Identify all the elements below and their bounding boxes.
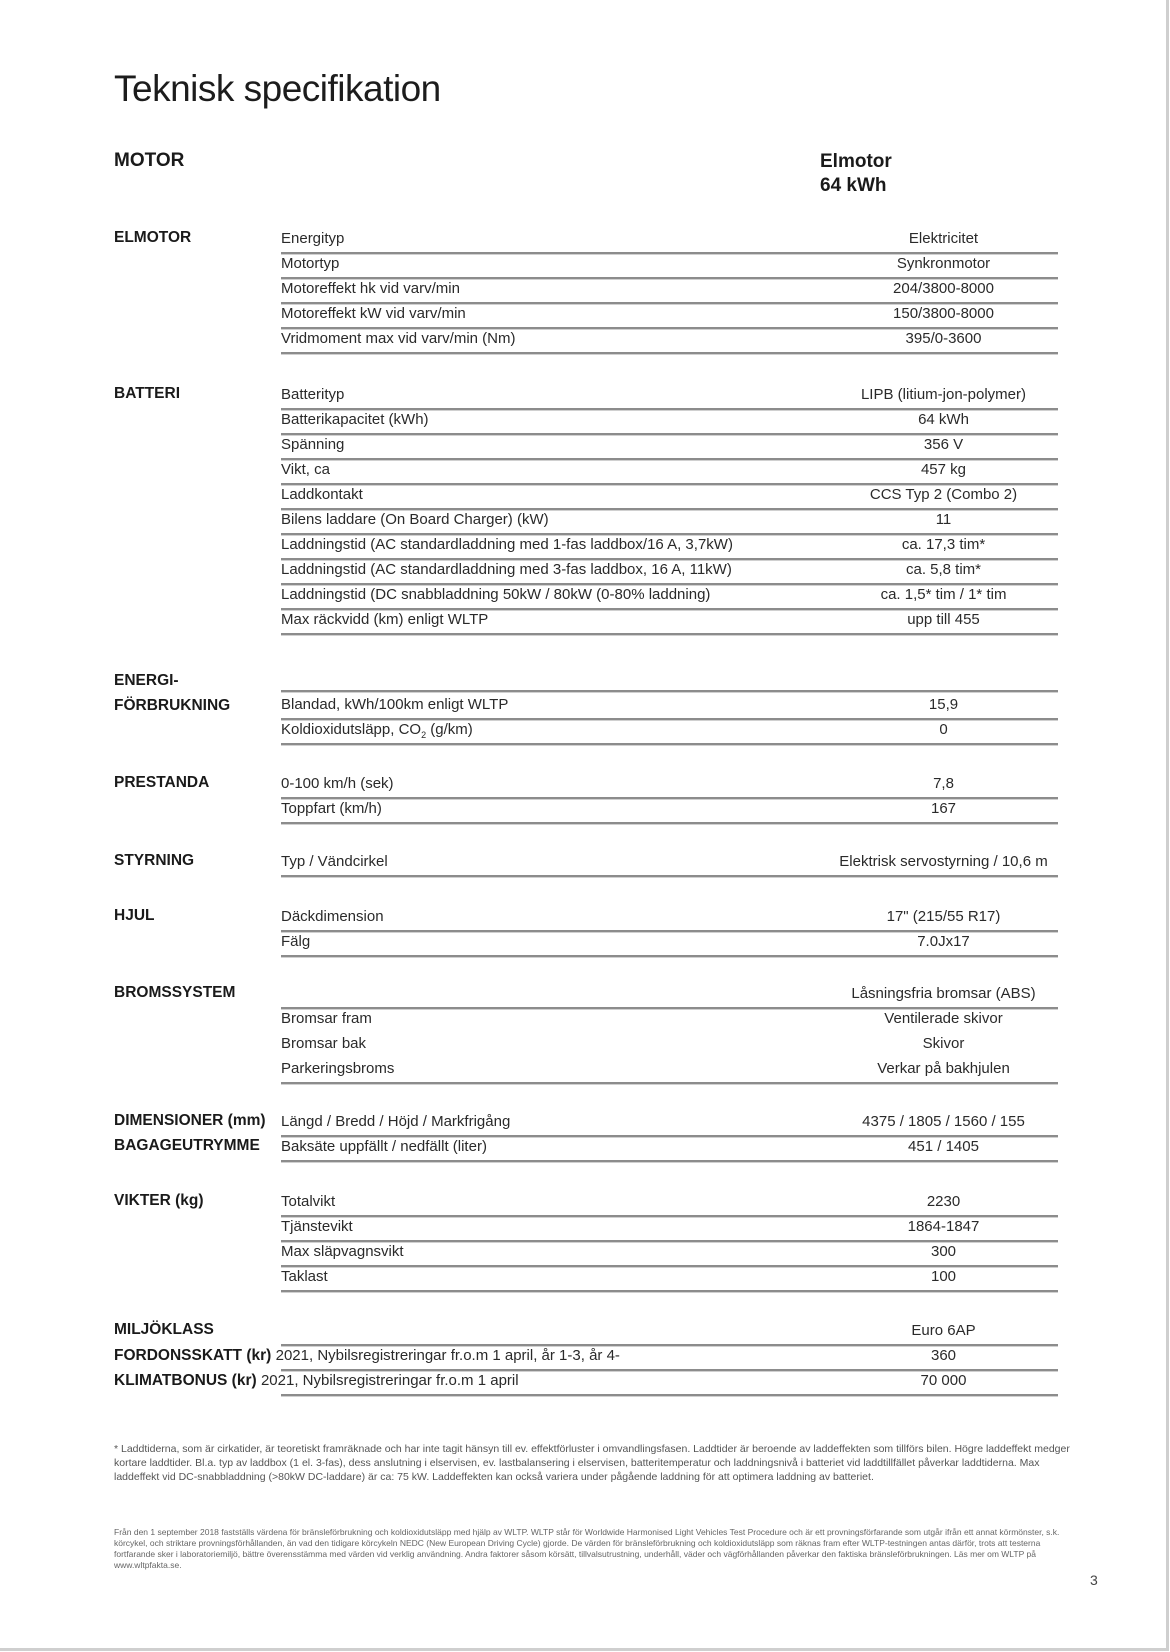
- spec-row: [281, 302, 1058, 329]
- spec-row: [281, 533, 1058, 560]
- spec-row: [281, 483, 1058, 510]
- spec-row: [281, 905, 1058, 932]
- spec-value: 150/3800-8000: [893, 305, 994, 322]
- spec-value: upp till 455: [907, 611, 980, 628]
- divider: [281, 690, 1058, 692]
- section-label-batteri: BATTERI: [114, 385, 181, 402]
- spec-key: Motoreffekt kW vid varv/min: [281, 305, 466, 322]
- spec-row: [281, 1110, 1058, 1137]
- spec-row: [281, 1240, 1058, 1267]
- spec-key: [281, 721, 473, 740]
- spec-value: Euro 6AP: [911, 1322, 976, 1339]
- spec-row: [281, 383, 1058, 410]
- spec-row: [281, 797, 1058, 824]
- spec-key: 2021, Nybilsregistreringar fr.o.m 1 april: [260, 1372, 519, 1389]
- spec-value: 11: [935, 511, 952, 528]
- spec-value: 15,9: [928, 696, 959, 713]
- spec-key: Motoreffekt hk vid varv/min: [281, 280, 460, 297]
- spec-row: [281, 1215, 1058, 1242]
- spec-value: LIPB (litium-jon-polymer): [860, 386, 1027, 403]
- subscript: 2: [421, 730, 427, 740]
- spec-value: CCS Typ 2 (Combo 2): [869, 486, 1018, 503]
- spec-row: [281, 1265, 1058, 1292]
- spec-row: [281, 227, 1058, 254]
- spec-key: Bilens laddare (On Board Charger) (kW): [281, 511, 549, 528]
- spec-key: Motortyp: [281, 255, 340, 272]
- spec-key-text: (g/km): [426, 721, 473, 738]
- spec-value: ca. 17,3 tim*: [901, 536, 986, 553]
- spec-row: [281, 608, 1058, 635]
- section-label-klimatbonus: KLIMATBONUS (kr): [114, 1372, 257, 1389]
- spec-key: Batterityp: [281, 386, 345, 403]
- spec-key: 0-100 km/h (sek): [281, 775, 394, 792]
- charging-footnote: * Laddtiderna, som är cirkatider, är teoretiskt framräknade och har inte tagit hänsyn till ev. effektförluster i omvandlingsfasen. Laddtider är beroende av laddeffekten som tillförs bilen. Högre laddeffekt medger kortare laddtider. Bl.a. typ av laddbox (1 el. 3-fas), dess anslutning i elservisen, ev. lastbalansering i elservisen, batteritemperatur och laddningsnivå i batteriet vid laddtillfället påverkar laddtiderna. Max laddeffekt vid DC-snabbladdning (>80kW DC-laddare) är ca: 75 kW. Laddeffekten kan också variera under pågående laddning för att optimera laddning av batteriet.: [114, 1443, 1070, 1483]
- motor-heading: MOTOR: [114, 150, 185, 171]
- spec-value: Verkar på bakhjulen: [877, 1060, 1010, 1077]
- section-label-line: FÖRBRUKNING: [114, 697, 231, 714]
- spec-row: [281, 558, 1058, 585]
- spec-value: 7,8: [933, 775, 954, 792]
- section-label-styrning: STYRNING: [114, 852, 195, 869]
- page-title: Teknisk specifikation: [114, 68, 441, 109]
- section-label-fordonsskatt: FORDONSSKATT (kr): [114, 1347, 272, 1364]
- spec-row: [281, 408, 1058, 435]
- spec-row: [281, 1057, 1058, 1084]
- spec-key: Laddningstid (AC standardladdning med 3-fas laddbox, 16 A, 11kW): [281, 561, 732, 578]
- spec-row: [281, 930, 1058, 957]
- model-battery: 64 kWh: [820, 175, 887, 196]
- spec-value: 70 000: [920, 1372, 967, 1389]
- section-label-vikter: VIKTER (kg): [114, 1192, 204, 1209]
- section-label-hjul: HJUL: [114, 907, 155, 924]
- spec-row: [281, 982, 1058, 1009]
- spec-value: ca. 5,8 tim*: [905, 561, 982, 578]
- spec-key: Tjänstevikt: [281, 1218, 353, 1235]
- section-label-bagageutrymme: BAGAGEUTRYMME: [114, 1137, 260, 1154]
- spec-row: [281, 583, 1058, 610]
- spec-row: [281, 1135, 1058, 1162]
- spec-row: [281, 277, 1058, 304]
- spec-key: Vikt, ca: [281, 461, 330, 478]
- spec-value: 4375 / 1805 / 1560 / 155: [862, 1113, 1025, 1130]
- spec-key: Bromsar fram: [281, 1010, 372, 1027]
- spec-key: Laddningstid (AC standardladdning med 1-fas laddbox/16 A, 3,7kW): [281, 536, 733, 553]
- spec-key: 2021, Nybilsregistreringar fr.o.m 1 april, år 1-3, år 4-: [275, 1347, 620, 1364]
- spec-key: Blandad, kWh/100km enligt WLTP: [281, 696, 509, 713]
- spec-key: Laddkontakt: [281, 486, 363, 503]
- spec-row: [281, 1032, 1058, 1057]
- spec-row: [281, 252, 1058, 279]
- spec-value: 356 V: [923, 436, 964, 453]
- spec-row: [281, 458, 1058, 485]
- spec-value: Elektrisk servostyrning / 10,6 m: [839, 853, 1048, 870]
- spec-value: 7.0Jx17: [917, 933, 970, 950]
- spec-key: Bromsar bak: [281, 1035, 367, 1052]
- section-label-line: ENERGI-: [114, 672, 179, 689]
- section-label-miljoklass: MILJÖKLASS: [114, 1321, 214, 1338]
- spec-value: 64 kWh: [918, 411, 969, 428]
- spec-value: 300: [930, 1243, 957, 1260]
- spec-row: [281, 1190, 1058, 1217]
- spec-key: Toppfart (km/h): [281, 800, 382, 817]
- section-label-bromssystem: BROMSSYSTEM: [114, 984, 236, 1001]
- wltp-footnote: Från den 1 september 2018 fastställs värdena för bränsleförbrukning och koldioxidutsläpp med hjälp av WLTP. WLTP står för Worldwide Harmonised Light Vehicles Test Procedure och är ett provningsförfarande som utgår ifrån ett annat körmönster, s.k. körcykel, och striktare provningsförhållanden, än vad den tidigare körcykeln NEDC (New European Driving Cycle) gjorde. De värden för bränsleförbrukning och koldioxidutsläpp som räknas fram efter WLTP-testningen antas därför, trots att testerna fortfarande sker i laboratoriemiljö, bättre överensstämma med värden vid verklig användning. Andra faktorer såsom körsätt, tillvalsutrustning, underhåll, väder och vägförhållanden påverkar den faktiska bränsleförbrukningen. Läs mer om WLTP på www.wltpfakta.se.: [114, 1527, 1060, 1570]
- spec-key: Baksäte uppfällt / nedfällt (liter): [281, 1138, 487, 1155]
- spec-key: Längd / Bredd / Höjd / Markfrigång: [281, 1113, 511, 1130]
- section-label-elmotor: ELMOTOR: [114, 229, 192, 246]
- spec-value: 17" (215/55 R17): [886, 908, 1001, 925]
- spec-key: Max räckvidd (km) enligt WLTP: [281, 611, 489, 628]
- spec-key: Däckdimension: [281, 908, 384, 925]
- spec-value: 100: [930, 1268, 957, 1285]
- spec-value: 360: [930, 1347, 957, 1364]
- spec-value: Synkronmotor: [896, 255, 991, 272]
- spec-value: ca. 1,5* tim / 1* tim: [880, 586, 1007, 603]
- spec-value: 167: [930, 800, 957, 817]
- spec-row: [281, 850, 1058, 877]
- spec-key: Laddningstid (DC snabbladdning 50kW / 80kW (0-80% laddning): [281, 586, 711, 603]
- spec-row: [281, 508, 1058, 535]
- spec-key: Energityp: [281, 230, 345, 247]
- model-heading: [820, 150, 892, 198]
- section-label-dimensioner: DIMENSIONER (mm): [114, 1112, 266, 1129]
- spec-row: [281, 1319, 1058, 1346]
- spec-value: 204/3800-8000: [893, 280, 994, 297]
- spec-value: 451 / 1405: [908, 1138, 979, 1155]
- spec-value: 1864-1847: [907, 1218, 980, 1235]
- spec-value: 457 kg: [920, 461, 967, 478]
- spec-value: Elektricitet: [908, 230, 979, 247]
- spec-key: Fälg: [281, 933, 311, 950]
- spec-row: [281, 1344, 1058, 1371]
- spec-key: Max släpvagnsvikt: [281, 1243, 404, 1260]
- spec-row: [281, 718, 1058, 745]
- section-label-prestanda: PRESTANDA: [114, 774, 210, 791]
- spec-key: Totalvikt: [281, 1193, 336, 1210]
- page-number: 3: [1090, 1572, 1098, 1588]
- spec-value: 395/0-3600: [905, 330, 982, 347]
- spec-key: Batterikapacitet (kWh): [281, 411, 429, 428]
- spec-value: 2230: [926, 1193, 961, 1210]
- spec-value: Skivor: [922, 1035, 965, 1052]
- spec-key: Parkeringsbroms: [281, 1060, 395, 1077]
- spec-row: [281, 1369, 1058, 1396]
- spec-key-text: Koldioxidutsläpp, CO: [281, 721, 422, 738]
- spec-row: [281, 693, 1058, 720]
- spec-row: [281, 327, 1058, 354]
- spec-key: Spänning: [281, 436, 345, 453]
- spec-row: [281, 772, 1058, 799]
- spec-key: Vridmoment max vid varv/min (Nm): [281, 330, 516, 347]
- model-name: Elmotor: [820, 151, 892, 172]
- spec-key: Typ / Vändcirkel: [281, 853, 388, 870]
- spec-row: [281, 433, 1058, 460]
- section-label-energiforbrukning: [114, 668, 230, 718]
- spec-value: 0: [939, 721, 948, 738]
- spec-key: Taklast: [281, 1268, 328, 1285]
- spec-row: [281, 1007, 1058, 1032]
- spec-value: Låsningsfria bromsar (ABS): [851, 985, 1036, 1002]
- spec-value: Ventilerade skivor: [884, 1010, 1003, 1027]
